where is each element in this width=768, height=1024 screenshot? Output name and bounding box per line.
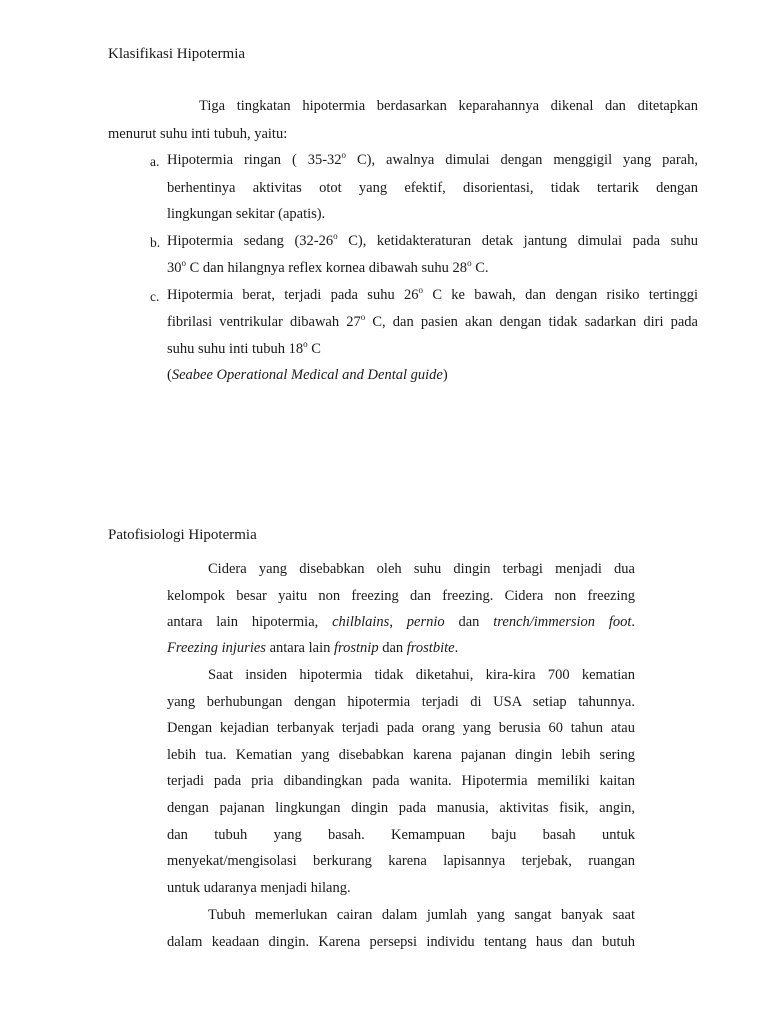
paragraph-3-line-1: Tubuh memerlukan cairan dalam jumlah yang sangat banyak saat <box>208 907 635 923</box>
section-title-patofisiologi: Patofisiologi Hipotermia <box>108 527 257 543</box>
section-title-klasifikasi: Klasifikasi Hipotermia <box>108 46 246 62</box>
paragraph-1-line-3: antara lain hipotermia, chilblains, pernio dan trench/immersion foot. <box>167 614 636 630</box>
paragraph-3-line-2: dalam keadaan dingin. Karena persepsi individu tentang haus dan butuh <box>167 934 635 950</box>
intro-line-1: Tiga tingkatan hipotermia berdasarkan keparahannya dikenal dan ditetapkan <box>199 98 698 114</box>
paragraph-2-line-3: Dengan kejadian terbanyak terjadi pada orang yang berusia 60 tahun atau <box>167 720 635 736</box>
citation: (Seabee Operational Medical and Dental guide) <box>167 367 448 383</box>
list-marker-b: b. <box>150 235 161 250</box>
paragraph-2-line-5: terjadi pada pria dibandingkan pada wanita. Hipotermia memiliki kaitan <box>167 773 635 789</box>
paragraph-1-line-4: Freezing injuries antara lain frostnip dan frostbite. <box>167 640 459 656</box>
intro-line-2: menurut suhu inti tubuh, yaitu: <box>108 126 288 142</box>
list-marker-a: a. <box>150 154 160 169</box>
list-item-b-line-1: Hipotermia sedang (32-26$^o$ C), ketidakteraturan detak jantung dimulai pada suhu <box>167 231 698 249</box>
list-marker-c: c. <box>150 289 160 304</box>
paragraph-1-line-2: kelompok besar yaitu non freezing dan freezing. Cidera non freezing <box>167 588 635 604</box>
list-item-c-line-2: fibrilasi ventrikular dibawah 27$^o$ C, dan pasien akan dengan tidak sadarkan diri pada <box>167 312 698 330</box>
list-item-b-line-2: 30$^o$ C dan hilangnya reflex kornea dibawah suhu 28$^o$ C. <box>167 258 489 276</box>
list-item-a-line-1: Hipotermia ringan ( 35-32$^o$ C), awalnya dimulai dengan menggigil yang parah, <box>167 150 698 168</box>
paragraph-2-line-6: dengan pajanan lingkungan dingin pada manusia, aktivitas fisik, angin, <box>167 800 635 816</box>
list-item-c-line-1: Hipotermia berat, terjadi pada suhu 26$^o$ C ke bawah, dan dengan risiko tertinggi <box>167 285 698 303</box>
paragraph-2-line-2: yang berhubungan dengan hipotermia terjadi di USA setiap tahunnya. <box>167 694 635 710</box>
paragraph-2-line-8: menyekat/mengisolasi berkurang karena lapisannya terjebak, ruangan <box>167 853 635 869</box>
paragraph-2-line-1: Saat insiden hipotermia tidak diketahui, kira-kira 700 kematian <box>208 667 635 683</box>
paragraph-2-line-9: untuk udaranya menjadi hilang. <box>167 880 351 896</box>
paragraph-1-line-1: Cidera yang disebabkan oleh suhu dingin terbagi menjadi dua <box>208 561 635 577</box>
list-item-a-line-3: lingkungan sekitar (apatis). <box>167 206 326 222</box>
paragraph-2-line-7: dan tubuh yang basah. Kemampuan baju basah untuk <box>167 827 635 843</box>
paragraph-2-line-4: lebih tua. Kematian yang disebabkan karena pajanan dingin lebih sering <box>167 747 635 763</box>
list-item-c-line-3: suhu suhu inti tubuh 18$^o$ C <box>167 339 321 357</box>
list-item-a-line-2: berhentinya aktivitas otot yang efektif, disorientasi, tidak tertarik dengan <box>167 180 698 196</box>
